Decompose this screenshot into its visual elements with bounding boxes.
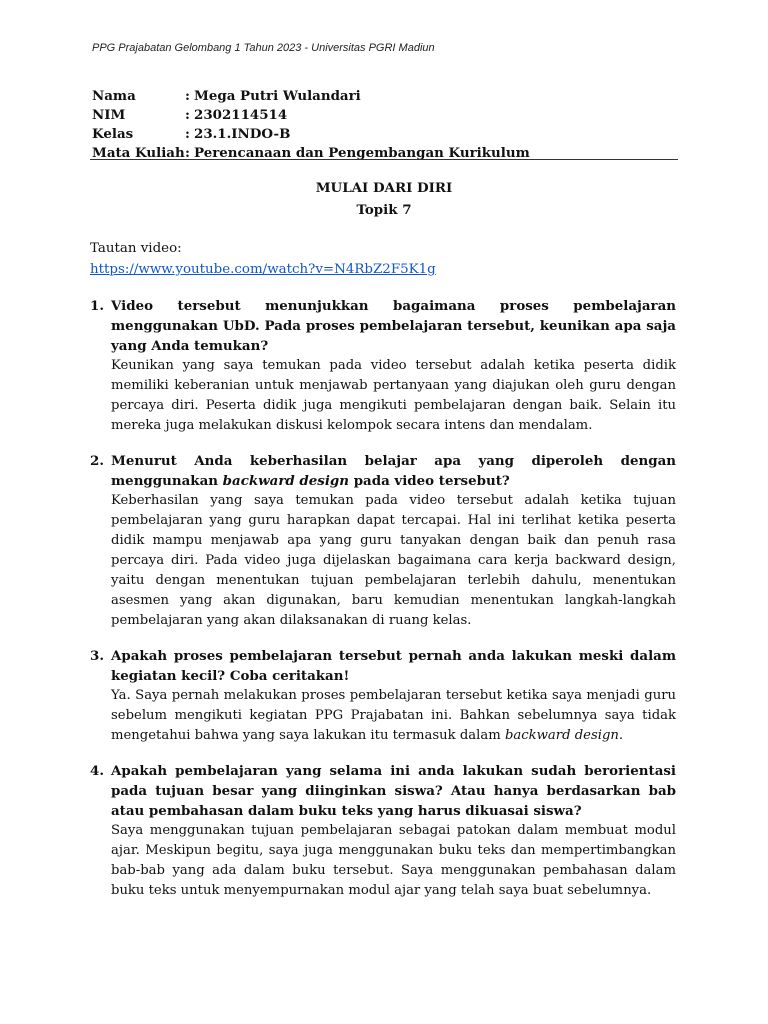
identity-label: NIM	[92, 107, 126, 123]
question-text: Apakah proses pembelajaran tersebut pernah anda lakukan meski dalam kegiatan kecil? Coba ceritakan!	[111, 648, 676, 684]
identity-row-nim	[92, 106, 678, 125]
identity-label: Nama	[92, 88, 136, 104]
identity-separator: :	[185, 145, 190, 161]
question-number: 3.	[90, 648, 104, 664]
answer-text	[111, 686, 676, 746]
answer-text-part: Ya. Saya pernah melakukan proses pembelajaran tersebut ketika saya menjadi guru sebelum mengikuti kegiatan PPG Prajabatan ini. Bahkan sebelumnya saya tidak mengetahui bahwa yang saya lakukan itu termasuk dalam	[111, 688, 676, 743]
question-item	[90, 451, 676, 631]
identity-label: Kelas	[92, 126, 134, 142]
identity-separator: :	[185, 107, 190, 123]
identity-row-kelas	[92, 125, 678, 144]
identity-separator: :	[185, 126, 190, 142]
identity-row-nama	[92, 87, 678, 106]
identity-value: 23.1.INDO-B	[194, 126, 291, 142]
identity-label: Mata Kuliah	[92, 145, 185, 161]
question-item	[90, 646, 676, 746]
identity-row-mata-kuliah	[92, 144, 678, 163]
question-text	[111, 451, 676, 491]
question-item	[90, 761, 676, 901]
video-block	[90, 238, 678, 280]
question-text-part: pada video tersebut?	[349, 473, 510, 489]
page-title: MULAI DARI DIRI	[315, 180, 453, 196]
identity-value: Perencanaan dan Pengembangan Kurikulum	[194, 145, 530, 161]
header-divider	[90, 159, 678, 160]
video-label: Tautan video:	[90, 241, 182, 256]
identity-value: 2302114514	[194, 107, 288, 123]
question-emphasis: backward design	[222, 473, 350, 489]
question-text: Video tersebut menunjukkan bagaimana proses pembelajaran menggunakan UbD. Pada proses pembelajaran tersebut, keunikan apa saja yang Anda temukan?	[111, 298, 676, 354]
title-block	[90, 177, 678, 221]
answer-text-part: .	[618, 728, 624, 743]
answer-text: Saya menggunakan tujuan pembelajaran sebagai patokan dalam membuat modul ajar. Meskipun begitu, saya juga menggunakan buku teks dan mempertimbangkan bab-bab yang ada dalam buku tersebut. Saya menggunakan pembahasan dalam buku teks untuk menyempurnakan modul ajar yang telah saya buat sebelumnya.	[111, 823, 676, 898]
answer-emphasis: backward design	[504, 728, 619, 743]
answer-text: Keunikan yang saya temukan pada video tersebut adalah ketika peserta didik memiliki keberanian untuk menjawab pertanyaan yang diajukan oleh guru dengan percaya diri. Peserta didik juga mengikuti pembelajaran dengan baik. Selain itu mereka juga melakukan diskusi kelompok secara intens dan mendalam.	[111, 358, 676, 433]
question-text: Apakah pembelajaran yang selama ini anda lakukan sudah berorientasi pada tujuan besar yang diinginkan siswa? Atau hanya berdasarkan bab atau pembahasan dalam buku teks yang harus dikuasai siswa?	[111, 763, 676, 819]
page-subtitle: Topik 7	[356, 202, 412, 218]
identity-separator: :	[185, 88, 190, 104]
identity-value: Mega Putri Wulandari	[194, 88, 361, 104]
question-text-part: Menurut Anda keberhasilan belajar apa yang diperoleh dengan menggunakan	[111, 453, 676, 489]
video-link[interactable]: https://www.youtube.com/watch?v=N4RbZ2F5K1g	[90, 262, 436, 277]
answer-text: Keberhasilan yang saya temukan pada video tersebut adalah ketika tujuan pembelajaran yang guru harapkan dapat tercapai. Hal ini terlihat ketika peserta didik mampu menjawab apa yang guru tanyakan dengan baik dan penuh rasa percaya diri. Pada video juga dijelaskan bagaimana cara kerja backward design, yaitu dengan menentukan tujuan pembelajaran terlebih dahulu, menentukan asesmen yang akan digunakan, baru kemudian menentukan langkah-langkah pembelajaran yang akan dilaksanakan di ruang kelas.	[111, 493, 676, 628]
question-list	[90, 296, 676, 901]
running-header: PPG Prajabatan Gelombang 1 Tahun 2023 - Universitas PGRI Madiun	[92, 42, 435, 54]
question-number: 1.	[90, 298, 104, 314]
question-item	[90, 296, 676, 436]
question-number: 2.	[90, 453, 104, 469]
question-number: 4.	[90, 763, 104, 779]
identity-block	[92, 87, 678, 163]
